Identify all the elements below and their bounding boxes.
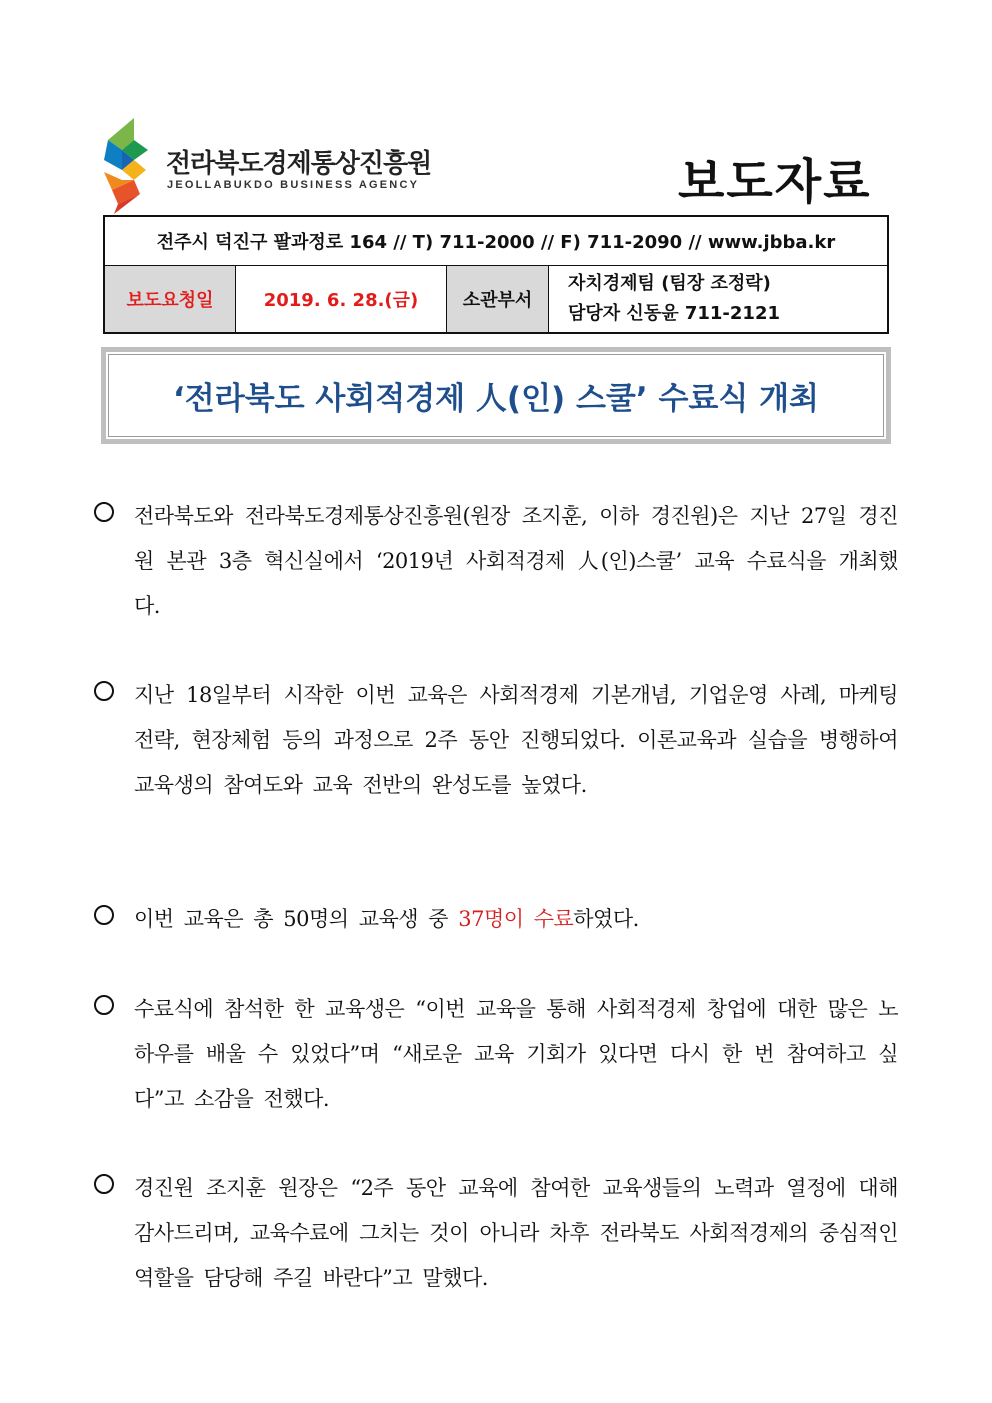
headline: ‘전라북도 사회적경제 人(인) 스쿨’ 수료식 개최 [173, 381, 819, 417]
paragraph-text [134, 897, 898, 942]
department-label: 소관부서 [447, 266, 549, 332]
circle-bullet-icon [94, 681, 114, 701]
request-date-label: 보도요청일 [105, 266, 236, 332]
paragraph-4 [94, 987, 898, 1122]
department-team: 자치경제팀 (팀장 조정락) [568, 273, 771, 294]
circle-bullet-icon [94, 502, 114, 522]
org-name-english: JEOLLABUKDO BUSINESS AGENCY [167, 179, 420, 191]
request-date-value: 2019. 6. 28.(금) [236, 266, 447, 332]
paragraph-text: 전라북도와 전라북도경제통상진흥원(원장 조지훈, 이하 경진원)은 지난 27일 경진원 본관 3층 혁신실에서 ‘2019년 사회적경제 人(인)스쿨’ 교육 수료식을 개최했다. [134, 504, 898, 618]
paragraph-text: 수료식에 참석한 한 교육생은 “이번 교육을 통해 사회적경제 창업에 대한 많은 노하우를 배울 수 있었다”며 “새로운 교육 기회가 있다면 다시 한 번 참여하고 싶다”고 소감을 전했다. [134, 997, 898, 1111]
paragraph-text: 경진원 조지훈 원장은 “2주 동안 교육에 참여한 교육생들의 노력과 열정에 대해 감사드리며, 교육수료에 그치는 것이 아니라 차후 전라북도 사회적경제의 중심적인 역할을 담당해 주길 바란다”고 말했다. [134, 1176, 898, 1290]
press-release-title: 보도자료 [678, 154, 872, 210]
contact-address-line: 전주시 덕진구 팔과정로 164 // T) 711-2000 // F) 711-2090 // www.jbba.kr [105, 217, 887, 266]
paragraph-2 [94, 673, 898, 808]
circle-bullet-icon [94, 905, 114, 925]
paragraph-3 [94, 897, 898, 942]
paragraph-1 [94, 494, 898, 629]
department-info [549, 266, 887, 332]
circle-bullet-icon [94, 1174, 114, 1194]
agency-logo [104, 118, 164, 214]
department-contact: 담당자 신동윤 711-2121 [568, 303, 781, 324]
circle-bullet-icon [94, 995, 114, 1015]
paragraph-text: 지난 18일부터 시작한 이번 교육은 사회적경제 기본개념, 기업운영 사례, 마케팅 전략, 현장체험 등의 과정으로 2주 동안 진행되었다. 이론교육과 실습을 병행하여 교육생의 참여도와 교육 전반의 완성도를 높였다. [134, 683, 898, 797]
headline-box [101, 347, 891, 444]
paragraph-text-part: 하였다. [573, 907, 639, 931]
org-name: 전라북도경제통상진흥원 [166, 149, 432, 179]
contact-info-table [103, 215, 889, 334]
paragraph-text-part: 이번 교육은 총 50명의 교육생 중 [134, 907, 459, 931]
highlight-text: 37명이 수료 [458, 907, 574, 931]
paragraph-5 [94, 1166, 898, 1301]
